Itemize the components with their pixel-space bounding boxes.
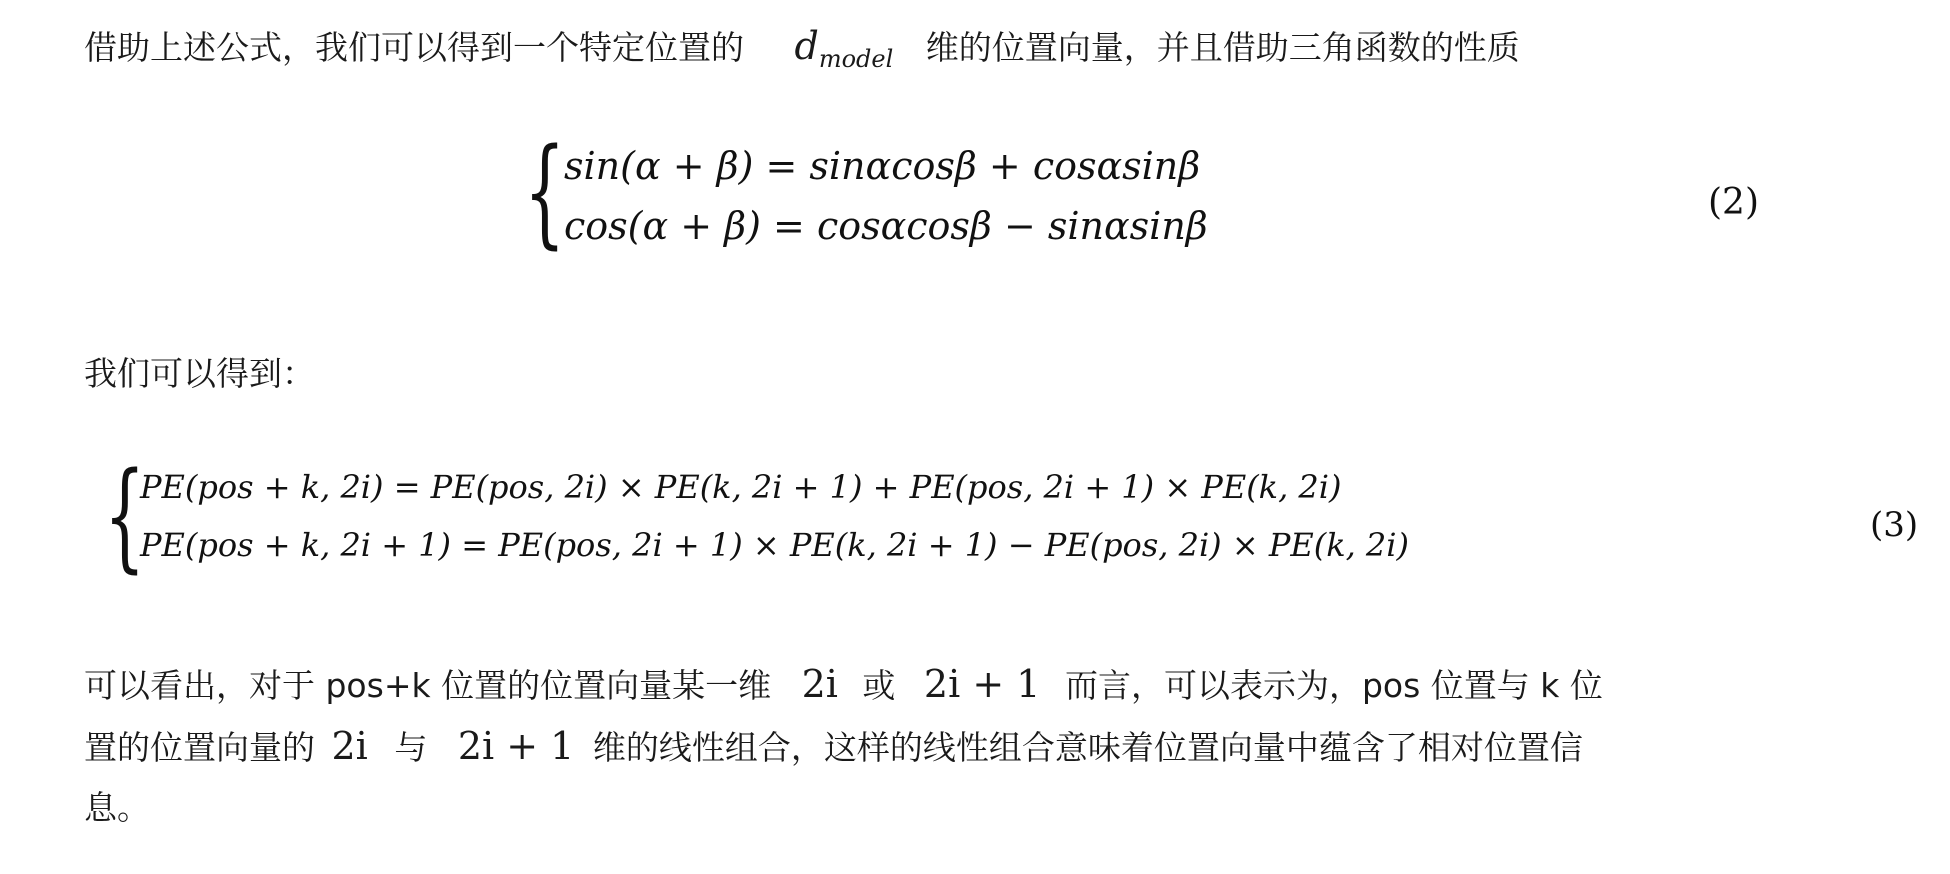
conclusion-text: 而言，可以表示为，pos 位置与 k 位 <box>1064 666 1603 705</box>
intro-paragraph <box>84 18 1520 87</box>
conclusion-text: 与 <box>394 728 428 767</box>
equation-3 <box>104 446 1864 602</box>
conclusion-text: 或 <box>862 666 896 705</box>
equation-3-line-2: PE(pos + k, 2i + 1) = PE(pos, 2i + 1) × PE(k, 2i + 1) − PE(pos, 2i) × PE(k, 2i) <box>140 526 1409 564</box>
equation-2-number: (2) <box>1708 182 1759 223</box>
math-2i-plus-1: 2i + 1 <box>457 724 575 768</box>
conclusion-text: 可以看出，对于 pos+k 位置的位置向量某一维 <box>84 666 772 705</box>
conclusion-line-2 <box>84 718 1583 776</box>
d-model-symbol: $d_{model}$ <box>794 24 894 73</box>
intro-text-before: 借助上述公式，我们可以得到一个特定位置的 <box>84 28 744 67</box>
equation-2-line-2: cos(α + β) = cosαcosβ − sinαsinβ <box>564 204 1208 248</box>
equation-2 <box>524 122 1424 278</box>
conclusion-line-1 <box>84 656 1603 714</box>
math-2i: 2i <box>331 724 368 768</box>
conclusion-line-3: 息。 <box>84 788 150 827</box>
equation-3-number: (3) <box>1870 505 1919 545</box>
conclusion-text: 置的位置向量的 <box>84 728 315 767</box>
math-2i: 2i <box>801 662 838 706</box>
math-2i-plus-1: 2i + 1 <box>923 662 1041 706</box>
intro-text-after: 维的位置向量，并且借助三角函数的性质 <box>925 28 1520 67</box>
conclusion-text: 维的线性组合，这样的线性组合意味着位置向量中蕴含了相对位置信 <box>592 728 1583 767</box>
equation-2-line-1: sin(α + β) = sinαcosβ + cosαsinβ <box>564 144 1201 188</box>
transition-paragraph: 我们可以得到： <box>84 354 315 393</box>
equation-3-line-1: PE(pos + k, 2i) = PE(pos, 2i) × PE(k, 2i + 1) + PE(pos, 2i + 1) × PE(k, 2i) <box>140 468 1342 506</box>
left-brace: { <box>524 122 566 260</box>
left-brace: { <box>104 446 146 584</box>
